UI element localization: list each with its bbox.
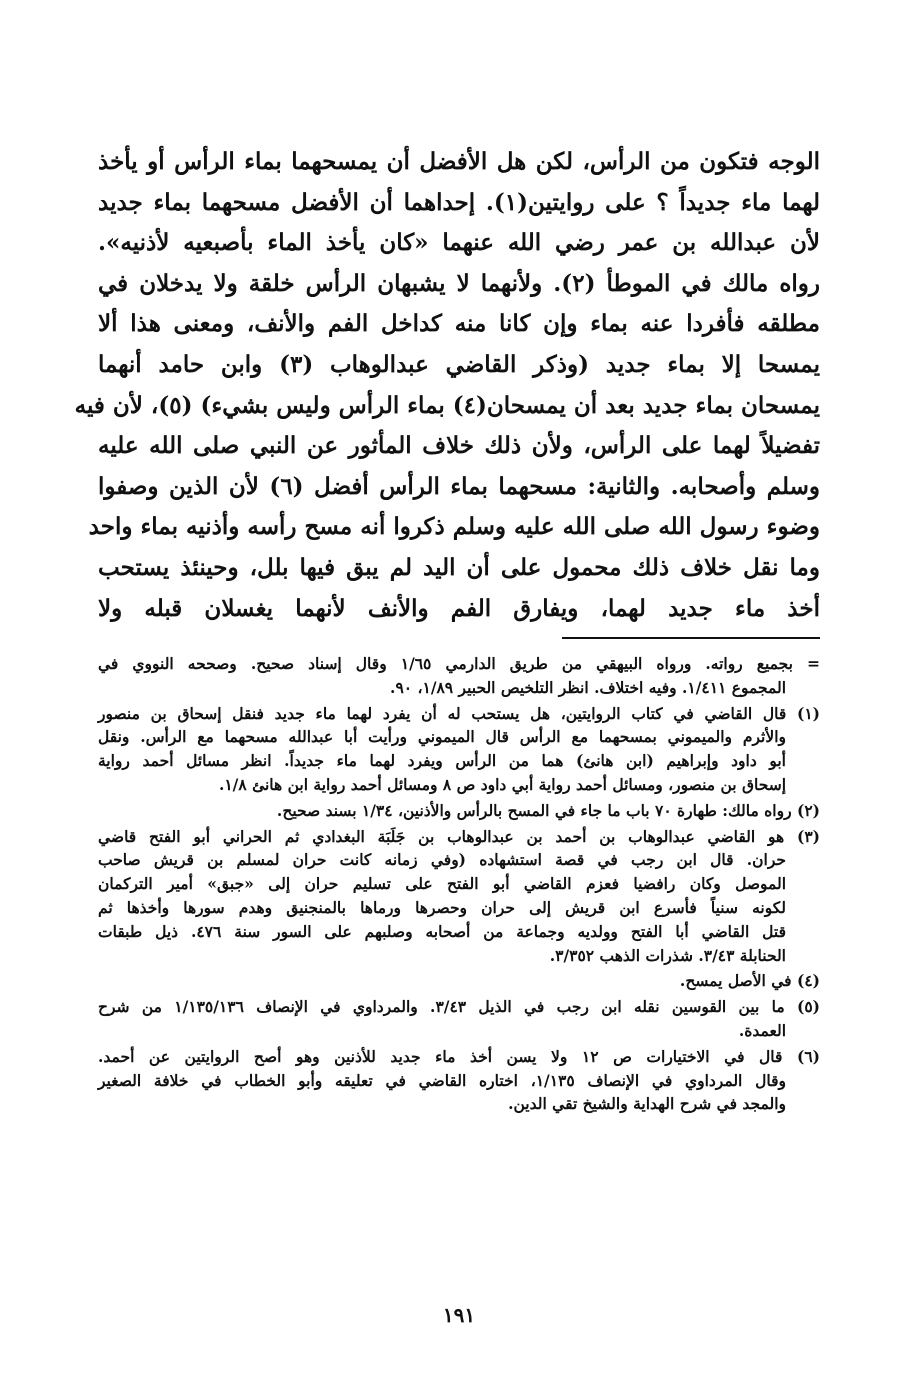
footnote-2 bbox=[98, 799, 820, 823]
footnote-line: العمدة. bbox=[738, 1020, 786, 1040]
main-text-line: تفضيلاً لهما على الرأس، ولأن ذلك خلاف المأثور عن النبي صلى الله عليه bbox=[98, 432, 820, 460]
footnote-line: الحنابلة ٣/٤٣. شذرات الذهب ٣/٣٥٢. bbox=[549, 945, 786, 965]
footnote-line: (٢) رواه مالك: طهارة ٧٠ باب ما جاء في المسح بالرأس والأذنين، ١/٣٤ بسند صحيح. bbox=[276, 800, 820, 820]
main-text-line: لهما ماء جديداً ؟ على روايتين(١). إحداهما أن الأفضل مسحهما بماء جديد bbox=[98, 188, 820, 216]
main-text-line: لأن عبدالله بن عمر رضي الله عنهما «كان يأخذ الماء بأصبعيه لأذنيه». bbox=[98, 229, 820, 257]
footnote-line: (٤) في الأصل يمسح. bbox=[679, 971, 820, 991]
footnote-line: قتل القاضي أبا الفتح وولديه وجماعة من أصحابه وصلبهم على السور سنة ٤٧٦. ذيل طبقات bbox=[98, 921, 786, 941]
footnote-line: والأثرم والميموني بمسحهما مع الرأس قال الميموني ورأيت أبا عبدالله مسحهما مع الرأس. ونقل bbox=[98, 727, 786, 747]
main-text-line: رواه مالك في الموطأ (٢). ولأنهما لا يشبهان الرأس خلقة ولا يدخلان في bbox=[98, 269, 820, 297]
footnote-3 bbox=[98, 825, 820, 968]
footnote-1 bbox=[98, 702, 820, 797]
footnote-line: الموصل وكان رافضيا فعزم القاضي أبو الفتح على تسليم حران إلى «جبق» أمير التركمان bbox=[98, 874, 786, 894]
main-text-line: يمسحا إلا بماء جديد (وذكر القاضي عبدالوهاب (٣) وابن حامد أنهما bbox=[98, 350, 820, 378]
main-text-block bbox=[74, 142, 820, 629]
footnote-line: حران. قال ابن رجب في قصة استشهاده (وفي زمانه كانت حران لمسلم بن قريش صاحب bbox=[98, 850, 786, 870]
footnote-line: وقال المرداوي في الإنصاف ١/١٣٥، اختاره القاضي في تعليقه وأبو الخطاب في خلافة الصغير bbox=[98, 1070, 786, 1090]
footnotes-block bbox=[98, 652, 820, 1118]
footnote-line: (٣) هو القاضي عبدالوهاب بن أحمد بن عبدالوهاب بن جَلَبَة البغدادي ثم الحراني أبو الفتح قاضي bbox=[98, 826, 820, 846]
footnote-line: (١) قال القاضي في كتاب الروايتين، هل يستحب له أن يفرد لهما ماء جديد فنقل إسحاق بن منصور bbox=[98, 703, 820, 723]
main-text-line: أخذ ماء جديد لهما، ويفارق الفم والأنف لأنهما يغسلان قبله ولا bbox=[98, 594, 820, 622]
footnote-line: أبو داود وإبراهيم (ابن هانئ) هما من الرأس ويفرد لهما ماء جديداً. انظر مسائل أحمد رواية bbox=[98, 751, 786, 771]
footnote-line: (٥) ما بين القوسين نقله ابن رجب في الذيل ٣/٤٣. والمرداوي في الإنصاف ١/١٣٥/١٣٦ من شرح bbox=[98, 997, 821, 1017]
main-text-line: يمسحان بماء جديد بعد أن يمسحان(٤) بماء الرأس وليس بشيء) (٥)، لأن فيه bbox=[74, 391, 820, 419]
footnote-line: لكونه سنياً فأسرع ابن قريش إلى حران وحصرها ورماها بالمنجنيق وهدم سورها وأخذها ثم bbox=[98, 897, 786, 917]
page-number: ١٩١ bbox=[442, 1303, 476, 1327]
footnote-continuation bbox=[98, 652, 820, 700]
main-text-line: مطلقه فأفردا عنه بماء وإن كانا منه كداخل الفم والأنف، ومعنى هذا ألا bbox=[98, 310, 820, 338]
footnote-line: والمجد في شرح الهداية والشيخ تقي الدين. bbox=[508, 1094, 786, 1114]
main-text-line: وسلم وأصحابه. والثانية: مسحهما بماء الرأس أفضل (٦) لأن الذين وصفوا bbox=[98, 472, 820, 500]
footnote-4 bbox=[98, 969, 820, 993]
footnote-line: (٦) قال في الاختيارات ص ١٢ ولا يسن أخذ ماء جديد للأذنين وهو أصح الروايتين عن أحمد. bbox=[98, 1046, 820, 1066]
main-text-line: وضوء رسول الله صلى الله عليه وسلم ذكروا أنه مسح رأسه وأذنيه بماء واحد bbox=[88, 513, 820, 541]
footnote-6 bbox=[98, 1045, 820, 1116]
footnote-line: إسحاق بن منصور، ومسائل أحمد رواية أبي داود ص ٨ ومسائل أحمد رواية ابن هانئ ١/٨. bbox=[218, 774, 786, 794]
footnote-line: المجموع ١/٤١١. وفيه اختلاف. انظر التلخيص الحبير ١/٨٩، ٩٠. bbox=[390, 677, 786, 697]
main-text-line: وما نقل خلاف ذلك محمول على أن اليد لم يبق فيها بلل، وحينئذ يستحب bbox=[98, 553, 820, 581]
main-text-line: الوجه فتكون من الرأس، لكن هل الأفضل أن يمسحهما بماء الرأس أو يأخذ bbox=[98, 148, 820, 175]
footnote-separator bbox=[562, 637, 820, 639]
footnote-line: = بجميع رواته. ورواه البيهقي من طريق الدارمي ١/٦٥ وقال إسناد صحيح. وصححه النووي في bbox=[98, 654, 820, 673]
footnote-5 bbox=[98, 995, 820, 1043]
